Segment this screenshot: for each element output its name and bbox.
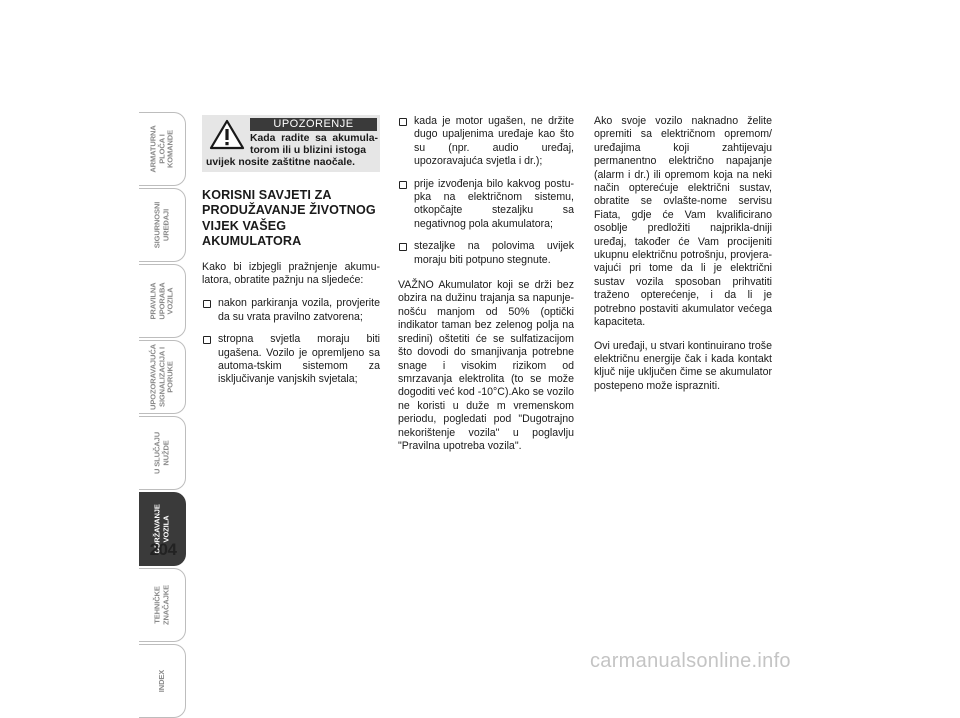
paragraph: Ako svoje vozilo naknadno želite opremiti sa električnom opremom/ uređajima koji zahtijevaju permanentno električno napajanje (alarm i dr.) ili opremom koja na neki način opterećuje električni sustav, obratite se ovlašte-nome servisu Fiata, gdje će Vam kvalificirano osoblje predložiti najprikla-dniji uređaj, također će Vam procijeniti ukupnu električnu potrošnju, provjera-vajući pri tome da li je električni sustav vozila sposoban prihvatiti traženo opterećenje, i da li je potrebno postaviti akumulator većega kapaciteta. bbox=[594, 115, 772, 329]
warning-box bbox=[202, 115, 380, 172]
tab-label: UPOZORAVAJUĆA SIGNALIZACIJA I PORUKE bbox=[148, 344, 175, 410]
tab-label: INDEX bbox=[156, 669, 166, 693]
warning-title: UPOZORENJE bbox=[250, 118, 377, 131]
list-item: nakon parkiranja vozila, provjerite da su vrata pravilno zatvorena; bbox=[202, 297, 380, 324]
list-item: stropna svjetla moraju biti ugašena. Vozilo je opremljeno sa automa-tskim sistemom za isključivanje vanjskih svjetala; bbox=[202, 333, 380, 387]
warning-line-1: Kada radite sa akumula-torom ili u blizini istoga bbox=[250, 133, 378, 156]
tab-u-slucaju-nuzde[interactable] bbox=[139, 416, 186, 490]
tab-label: U SLUČAJU NUŽDE bbox=[152, 431, 170, 475]
tab-tehnicke-znacajke[interactable] bbox=[139, 568, 186, 642]
tab-label: TEHNIČKE ZNAČAJKE bbox=[152, 584, 170, 626]
section-heading: KORISNI SAVJETI ZA PRODUŽAVANJE ŽIVOTNOG VIJEK VAŠEG AKUMULATORA bbox=[202, 188, 376, 249]
important-note: VAŽNO Akumulator koji se drži bez obzira na dužinu trajanja sa napunje-nošću manjom od 50% (optički indikator taman bez zelenog polja na sredini) oštetiti će se sulfatizacijom što dovodi do smanjivanja potrebne snage i visokim rizikom od smrzavanja elektrolita (to se može dogoditi već kod -10°C).Ako se vozilo ne koristi u duže m vremenskom periodu, pogledati pod "Dugotrajno nekorištenje vozila" u poglavlju "Pravilna upotreba vozila". bbox=[398, 279, 574, 452]
intro-paragraph: Kako bi izbjegli pražnjenje akumu-latora, obratite pažnju na sljedeće: bbox=[202, 260, 380, 287]
column-2 bbox=[398, 115, 574, 463]
tab-label: ARMATURNA PLOČA I KOMANDE bbox=[148, 125, 175, 173]
watermark: carmanualsonline.info bbox=[590, 650, 791, 672]
tab-label: PRAVILNA UPORABA VOZILA bbox=[148, 282, 175, 320]
tab-label: SIGURNOSNI UREĐAJI bbox=[152, 201, 170, 249]
tab-index[interactable] bbox=[139, 644, 186, 718]
column-1 bbox=[202, 115, 380, 396]
tab-sigurnosni-uredaji[interactable] bbox=[139, 188, 186, 262]
tab-upozoravajuca-signalizacija[interactable] bbox=[139, 340, 186, 414]
tab-armaturna-ploca[interactable] bbox=[139, 112, 186, 186]
list-item: stezaljke na polovima uvijek moraju biti potpuno stegnute. bbox=[398, 240, 574, 267]
tab-pravilna-uporaba[interactable] bbox=[139, 264, 186, 338]
paragraph: Ovi uređaji, u stvari kontinuirano troše električnu energije čak i kada kontakt ključ nije uključen čime se akumulator postepeno može isprazniti. bbox=[594, 339, 772, 392]
tab-label: ODRŽAVANJE VOZILA bbox=[152, 504, 170, 554]
warning-line-2: uvijek nosite zaštitne naočale. bbox=[206, 157, 355, 168]
warning-text bbox=[206, 133, 378, 169]
list-item: kada je motor ugašen, ne držite dugo upaljenima uređaje kao što su (npr. audio uređaj, upozoravajuća svjetla i dr.); bbox=[398, 115, 574, 169]
column-3 bbox=[594, 115, 772, 403]
list-item: prije izvođenja bilo kakvog postu-pka na električnom sistemu, otkopčajte stezaljku sa negativnog pola akumulatora; bbox=[398, 178, 574, 232]
page-number: 204 bbox=[149, 540, 177, 559]
